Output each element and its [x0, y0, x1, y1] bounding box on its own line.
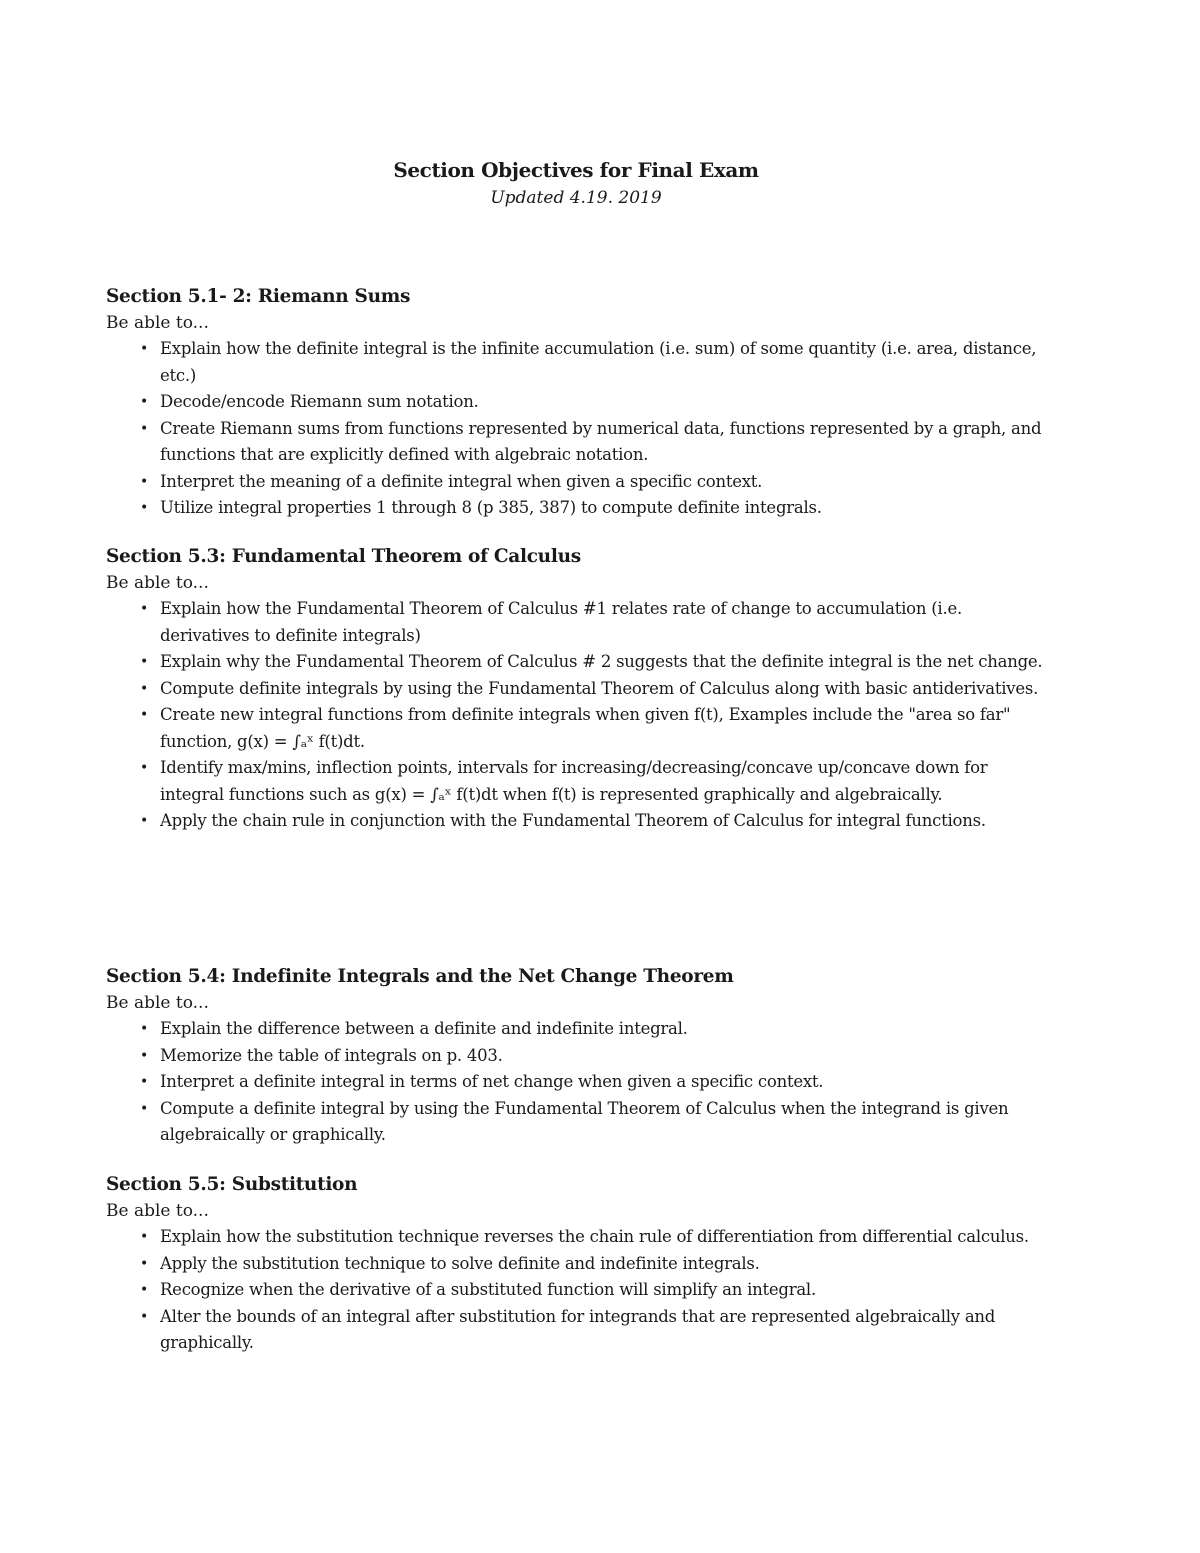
list-item — [106, 755, 1046, 808]
objective-list — [106, 336, 1046, 522]
list-item-text: Explain how the definite integral is the infinite accumulation (i.e. sum) of some quantity (i.e. area, distance, etc.) — [160, 339, 1037, 385]
list-item — [106, 676, 1046, 703]
list-item — [106, 1277, 1046, 1304]
list-item-text: Identify max/mins, inflection points, intervals for increasing/decreasing/concave up/concave down for integral functions such as g(x) = ∫ₐˣ f(t)dt when f(t) is represented graphically and algebraically. — [160, 758, 988, 804]
list-item-text: Explain how the Fundamental Theorem of Calculus #1 relates rate of change to accumulation (i.e. derivatives to definite integrals) — [160, 599, 962, 645]
list-item — [106, 1043, 1046, 1070]
bullet-icon: • — [140, 341, 149, 357]
bullet-icon: • — [140, 394, 149, 410]
page-subtitle: Updated 4.19. 2019 — [490, 188, 662, 208]
list-item-text: Create Riemann sums from functions represented by numerical data, functions represented by a graph, and functions that are explicitly defined with algebraic notation. — [160, 418, 1042, 464]
list-item-text: Recognize when the derivative of a substituted function will simplify an integral. — [160, 1280, 816, 1299]
section-fundamental-theorem — [106, 543, 1046, 835]
bullet-icon: • — [140, 1308, 149, 1325]
page-title: Section Objectives for Final Exam — [393, 158, 759, 182]
objective-list — [106, 1224, 1046, 1357]
bullet-icon: • — [140, 1255, 149, 1272]
list-item — [106, 469, 1046, 496]
bullet-icon: • — [140, 760, 149, 776]
section-heading: Section 5.4: Indefinite Integrals and the Net Change Theorem — [106, 966, 734, 987]
section-intro: Be able to... — [106, 1201, 209, 1221]
list-item-text: Interpret the meaning of a definite integral when given a specific context. — [160, 471, 763, 491]
bullet-icon: • — [140, 1100, 149, 1117]
list-item — [106, 1096, 1046, 1149]
bullet-icon: • — [140, 500, 149, 516]
list-item-text: Utilize integral properties 1 through 8 (p 385, 387) to compute definite integrals. — [160, 498, 822, 517]
bullet-icon: • — [140, 1074, 149, 1090]
section-riemann-sums — [106, 283, 1046, 522]
list-item — [106, 596, 1046, 649]
list-item-text: Decode/encode Riemann sum notation. — [160, 392, 479, 411]
bullet-icon: • — [140, 680, 149, 697]
bullet-icon: • — [140, 601, 149, 617]
section-substitution — [106, 1171, 1046, 1357]
section-heading: Section 5.5: Substitution — [106, 1174, 358, 1195]
list-item — [106, 808, 1046, 835]
list-item-text: Create new integral functions from definite integrals when given f(t), Examples include the "area so far" function, g(x) = ∫ₐˣ f(t)dt. — [160, 705, 1011, 751]
list-item-text: Compute definite integrals by using the Fundamental Theorem of Calculus along with basic antiderivatives. — [160, 678, 1039, 698]
section-indefinite-integrals — [106, 963, 1046, 1149]
list-item — [106, 1251, 1046, 1278]
list-item-text: Alter the bounds of an integral after substitution for integrands that are represented algebraically and graphically. — [160, 1306, 996, 1352]
section-heading: Section 5.1- 2: Riemann Sums — [106, 286, 411, 307]
list-item-text: Memorize the table of integrals on p. 403. — [160, 1045, 503, 1065]
list-item-text: Explain the difference between a definite and indefinite integral. — [160, 1019, 688, 1038]
list-item — [106, 649, 1046, 676]
list-item — [106, 1069, 1046, 1096]
bullet-icon: • — [140, 654, 149, 670]
list-item-text: Explain how the substitution technique reverses the chain rule of differentiation from differential calculus. — [160, 1227, 1029, 1246]
list-item — [106, 702, 1046, 755]
bullet-icon: • — [140, 1229, 149, 1245]
section-intro: Be able to... — [106, 313, 209, 333]
bullet-icon: • — [140, 1282, 149, 1298]
list-item-text: Interpret a definite integral in terms of net change when given a specific context. — [160, 1072, 824, 1091]
bullet-icon: • — [140, 707, 149, 723]
list-item-text: Explain why the Fundamental Theorem of Calculus # 2 suggests that the definite integral is the net change. — [160, 652, 1043, 671]
list-item-text: Apply the substitution technique to solve definite and indefinite integrals. — [160, 1253, 760, 1273]
list-item — [106, 495, 1046, 522]
section-heading: Section 5.3: Fundamental Theorem of Calculus — [106, 546, 581, 567]
bullet-icon: • — [140, 420, 149, 437]
section-intro: Be able to... — [106, 993, 209, 1013]
list-item — [106, 389, 1046, 416]
bullet-icon: • — [140, 1021, 149, 1037]
list-item — [106, 1304, 1046, 1357]
section-intro: Be able to... — [106, 573, 209, 593]
list-item-text: Apply the chain rule in conjunction with the Fundamental Theorem of Calculus for integral functions. — [160, 811, 986, 830]
list-item — [106, 1016, 1046, 1043]
objective-list — [106, 1016, 1046, 1149]
objective-list — [106, 596, 1046, 835]
list-item — [106, 336, 1046, 389]
list-item — [106, 416, 1046, 469]
bullet-icon: • — [140, 1047, 149, 1064]
bullet-icon: • — [140, 473, 149, 490]
list-item — [106, 1224, 1046, 1251]
bullet-icon: • — [140, 813, 149, 829]
list-item-text: Compute a definite integral by using the Fundamental Theorem of Calculus when the integrand is given algebraically or graphically. — [160, 1098, 1009, 1144]
